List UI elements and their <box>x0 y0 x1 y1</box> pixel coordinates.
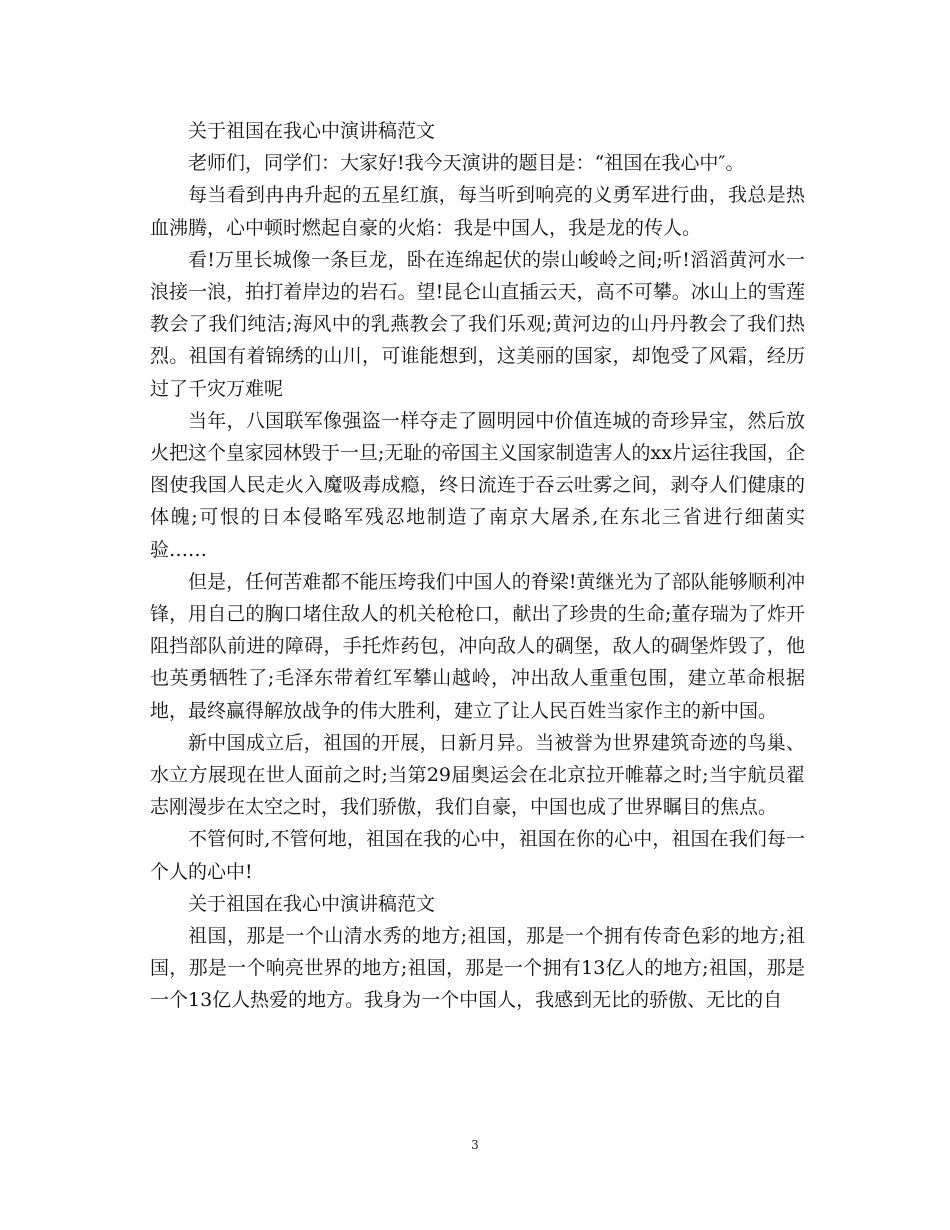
paragraph: 当年，八国联军像强盗一样夺走了圆明园中价值连城的奇珍异宝，然后放火把这个皇家园林毁于一旦;无耻的帝国主义国家制造害人的xx片运往我国，企图使我国人民走火入魔吸毒成瘾，终日流连于吞云吐雾之间，剥夺人们健康的体魄;可恨的日本侵略军残忍地制造了南京大屠杀,在东北三省进行细菌实验…… <box>150 409 805 561</box>
paragraph: 新中国成立后，祖国的开展，日新月异。当被誉为世界建筑奇迹的鸟巢、水立方展现在世人面前之时;当第29届奥运会在北京拉开帷幕之时;当宇航员翟志刚漫步在太空之时，我们骄傲，我们自豪，中国也成了世界瞩目的焦点。 <box>150 731 805 819</box>
paragraph-title: 关于祖国在我心中演讲稿范文 <box>188 892 436 915</box>
paragraph: 但是，任何苦难都不能压垮我们中国人的脊梁!黄继光为了部队能够顺利冲锋，用自己的胸口堵住敌人的机关枪枪口，献出了珍贵的生命;董存瑞为了炸开阻挡部队前进的障碍，手托炸药包，冲向敌人的碉堡，敌人的碉堡炸毁了，他也英勇牺牲了;毛泽东带着红军攀山越岭，冲出敌人重重包围，建立革命根据地，最终赢得解放战争的伟大胜利，建立了让人民百姓当家作主的新中国。 <box>150 570 805 722</box>
paragraph: 每当看到冉冉升起的五星红旗，每当听到响亮的义勇军进行曲，我总是热血沸腾，心中顿时燃起自豪的火焰：我是中国人，我是龙的传人。 <box>150 184 805 239</box>
paragraph: 看!万里长城像一条巨龙，卧在连绵起伏的崇山峻岭之间;听!滔滔黄河水一浪接一浪，拍打着岸边的岩石。望!昆仑山直插云天，高不可攀。冰山上的雪莲教会了我们纯洁;海风中的乳燕教会了我们乐观;黄河边的山丹丹教会了我们热烈。祖国有着锦绣的山川，可谁能想到，这美丽的国家，却饱受了风霜，经历过了千灾万难呢 <box>150 248 805 400</box>
document-body <box>150 115 805 1017</box>
paragraph: 祖国，那是一个山清水秀的地方;祖国，那是一个拥有传奇色彩的地方;祖国，那是一个响亮世界的地方;祖国，那是一个拥有13亿人的地方;祖国，那是一个13亿人热爱的地方。我身为一个中国人，我感到无比的骄傲、无比的自 <box>150 925 805 1012</box>
page-number: 3 <box>471 1138 479 1152</box>
paragraph-title: 关于祖国在我心中演讲稿范文 <box>188 120 436 142</box>
paragraph: 不管何时,不管何地，祖国在我的心中，祖国在你的心中，祖国在我们每一个人的心中! <box>150 828 805 883</box>
paragraph-greeting: 老师们，同学们：大家好!我今天演讲的题目是：“祖国在我心中″。 <box>188 152 745 175</box>
